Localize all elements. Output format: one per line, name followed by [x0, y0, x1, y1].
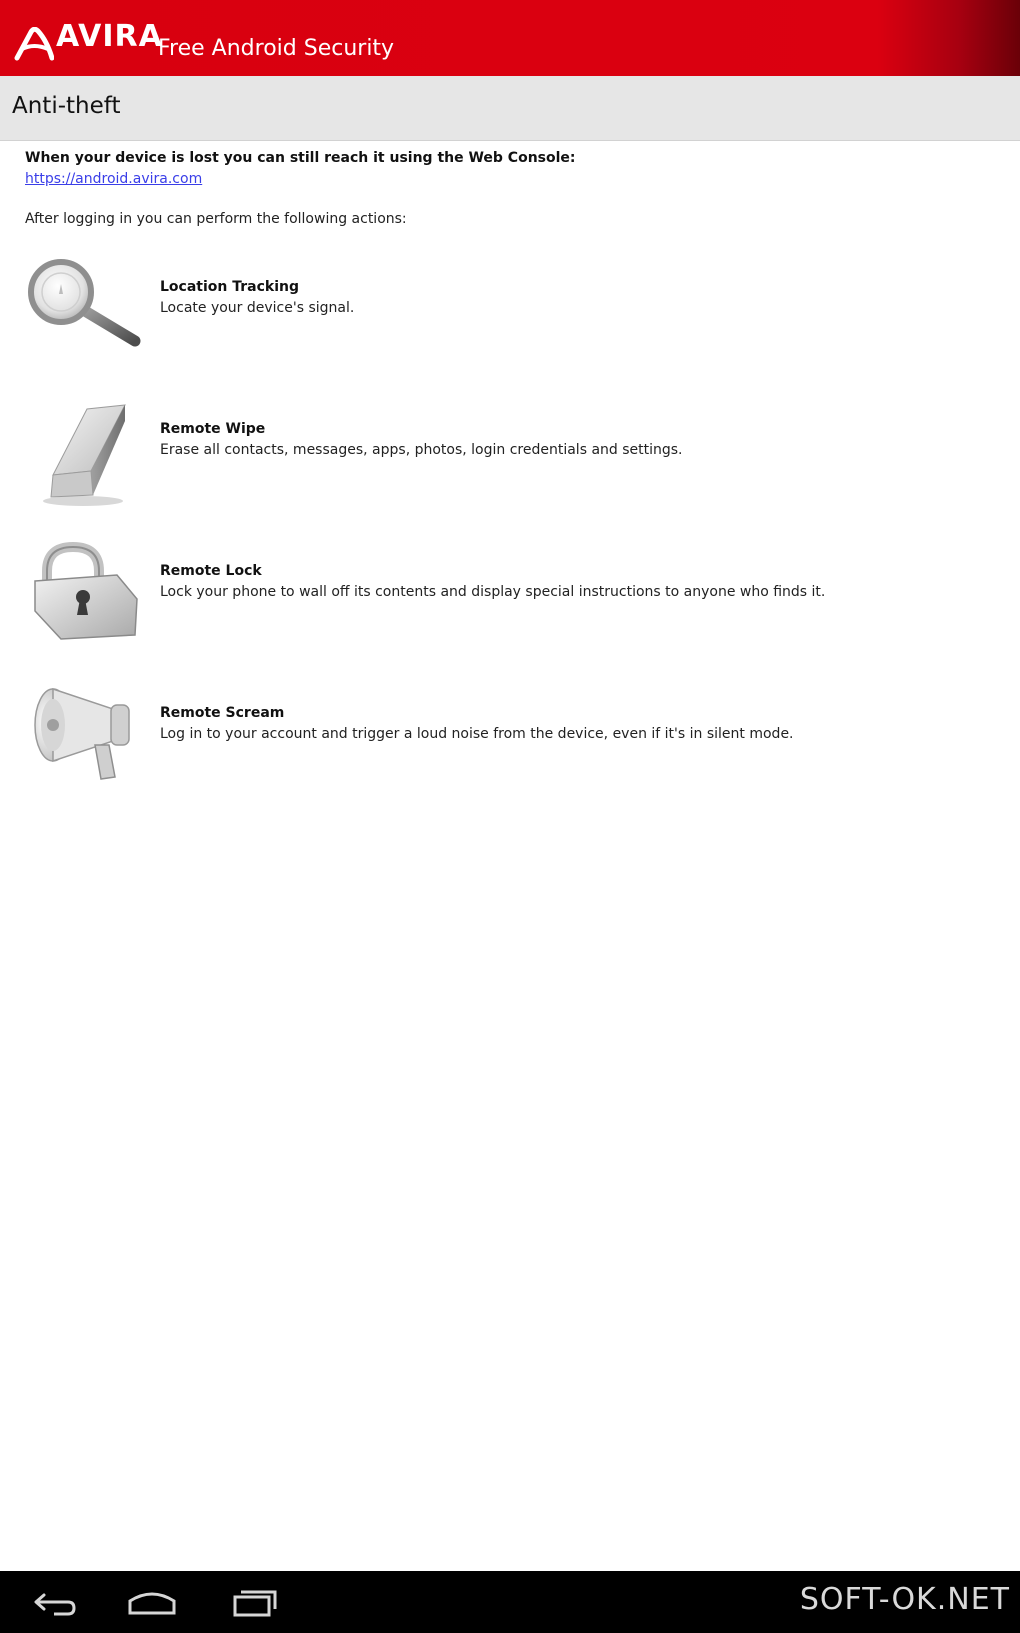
feature-description: Log in to your account and trigger a loud noise from the device, even if it's in silent mode.	[160, 726, 794, 742]
back-icon[interactable]	[22, 1579, 82, 1625]
feature-remote-scream	[25, 683, 995, 793]
recent-apps-icon[interactable]	[225, 1579, 285, 1625]
padlock-icon	[25, 541, 145, 651]
feature-title: Remote Scream	[160, 705, 285, 721]
feature-title: Remote Lock	[160, 563, 262, 579]
magnifier-icon	[25, 259, 145, 369]
feature-description: Lock your phone to wall off its contents and display special instructions to anyone who finds it.	[160, 584, 826, 600]
feature-description: Erase all contacts, messages, apps, photos, login credentials and settings.	[160, 442, 683, 458]
feature-remote-wipe	[25, 399, 995, 509]
feature-description: Locate your device's signal.	[160, 300, 355, 316]
app-header	[0, 0, 1020, 76]
section-title-bar	[0, 76, 1020, 141]
app-name: Free Android Security	[158, 36, 395, 61]
feature-remote-lock	[25, 541, 995, 651]
page-title: Anti-theft	[12, 93, 121, 119]
feature-title: Location Tracking	[160, 279, 299, 295]
watermark: SOFT-OK.NET	[799, 1582, 1010, 1617]
feature-title: Remote Wipe	[160, 421, 266, 437]
content-area	[0, 141, 1020, 1571]
logo-text: AVIRA	[56, 19, 163, 54]
intro-text: When your device is lost you can still reach it using the Web Console:	[25, 150, 576, 166]
megaphone-icon	[25, 683, 145, 793]
home-icon[interactable]	[122, 1579, 182, 1625]
web-console-link[interactable]: https://android.avira.com	[25, 171, 203, 187]
system-navigation-bar	[0, 1571, 1020, 1633]
actions-intro-text: After logging in you can perform the following actions:	[25, 211, 407, 227]
eraser-icon	[25, 399, 145, 509]
feature-location-tracking	[25, 259, 995, 369]
avira-logo-icon	[14, 27, 54, 61]
